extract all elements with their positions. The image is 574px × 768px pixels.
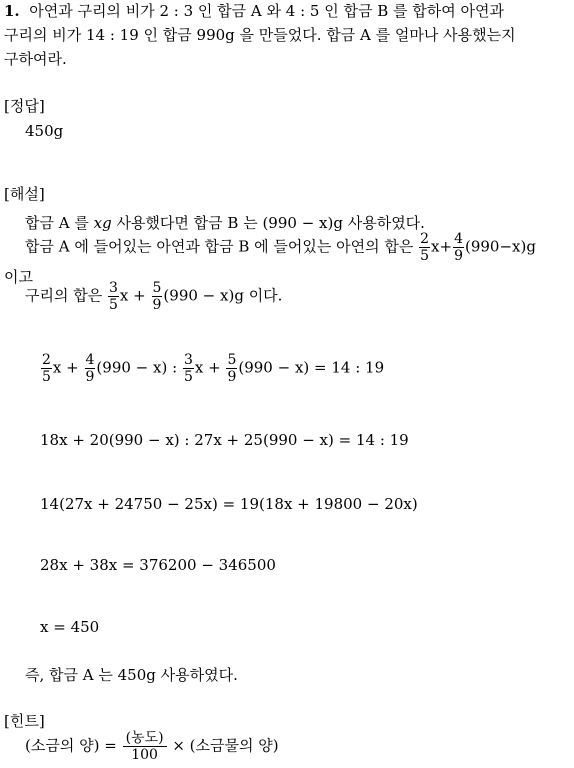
fraction-5-9: $\frac{5}{9}$ (152, 280, 162, 313)
solution-step-2-cont: 이고 (4, 268, 33, 286)
eq1-fraction-2-5: $\frac{2}{5}$ (42, 352, 51, 385)
solution-step-1-pre: 합금 A 를 (25, 214, 94, 232)
hint-formula (25, 730, 279, 763)
fraction-4-9: $\frac{4}{9}$ (454, 231, 463, 264)
problem-number: 1. (4, 2, 20, 20)
solution-step-2-pre: 합금 A 에 들어있는 아연과 합금 B 에 들어있는 아연의 합은 (25, 237, 414, 256)
answer-value: 450g (25, 122, 64, 140)
eq1-part-c: x + (194, 358, 221, 377)
equation-3: 14(27x + 24750 − 25x) = 19(18x + 19800 − 20x) (40, 495, 418, 513)
answer-header: [정답] (4, 97, 45, 115)
eq1-fraction-3-5: $\frac{3}{5}$ (183, 352, 193, 385)
solution-step-2-tail: (990−x)g (464, 237, 536, 256)
fraction-2-5: $\frac{2}{5}$ (420, 231, 430, 264)
solution-step-1-post: 사용했다면 합금 B 는 (990 − x)g 사용하였다. (111, 214, 425, 232)
hint-lhs: (소금의 양) = (25, 736, 117, 755)
solution-step-3-tail: (990 − x)g 이다. (163, 286, 283, 305)
problem-line-1 (4, 0, 504, 22)
solution-step-3 (25, 280, 282, 313)
solution-step-3-pre: 구리의 합은 (25, 286, 103, 305)
equation-5: x = 450 (40, 618, 100, 636)
problem-text-1: 아연과 구리의 비가 2 : 3 인 합금 A 와 4 : 5 인 합금 B 를 합하여 아연과 (29, 2, 504, 20)
solution-step-2 (25, 231, 536, 264)
hint-fraction: (농도) 100 (123, 730, 167, 763)
solution-header: [해설] (4, 185, 45, 203)
hint-header: [힌트] (4, 712, 45, 730)
hint-rhs: × (소금물의 양) (172, 736, 279, 755)
fraction-3-5: $\frac{3}{5}$ (109, 280, 118, 313)
eq1-fraction-4-9: $\frac{4}{9}$ (85, 352, 95, 385)
solution-step-1-var: xg (93, 214, 112, 232)
solution-step-3-x: x + (119, 286, 146, 305)
problem-text-3: 구하여라. (4, 50, 67, 68)
equation-2: 18x + 20(990 − x) : 27x + 25(990 − x) = 14 : 19 (40, 431, 409, 449)
equation-1 (40, 352, 384, 385)
equation-4: 28x + 38x = 376200 − 346500 (40, 556, 276, 574)
eq1-part-a: x + (52, 358, 79, 377)
problem-text-2: 구리의 비가 14 : 19 인 합금 990g 을 만들었다. 합금 A 를 얼마나 사용했는지 (4, 26, 516, 44)
solution-step-2-x: x+ (431, 237, 453, 256)
solution-conclusion: 즉, 합금 A 는 450g 사용하였다. (25, 666, 238, 684)
eq1-fraction-5-9: $\frac{5}{9}$ (227, 352, 237, 385)
eq1-part-d: (990 − x) = 14 : 19 (238, 358, 385, 377)
eq1-part-b: (990 − x) : (96, 358, 178, 377)
